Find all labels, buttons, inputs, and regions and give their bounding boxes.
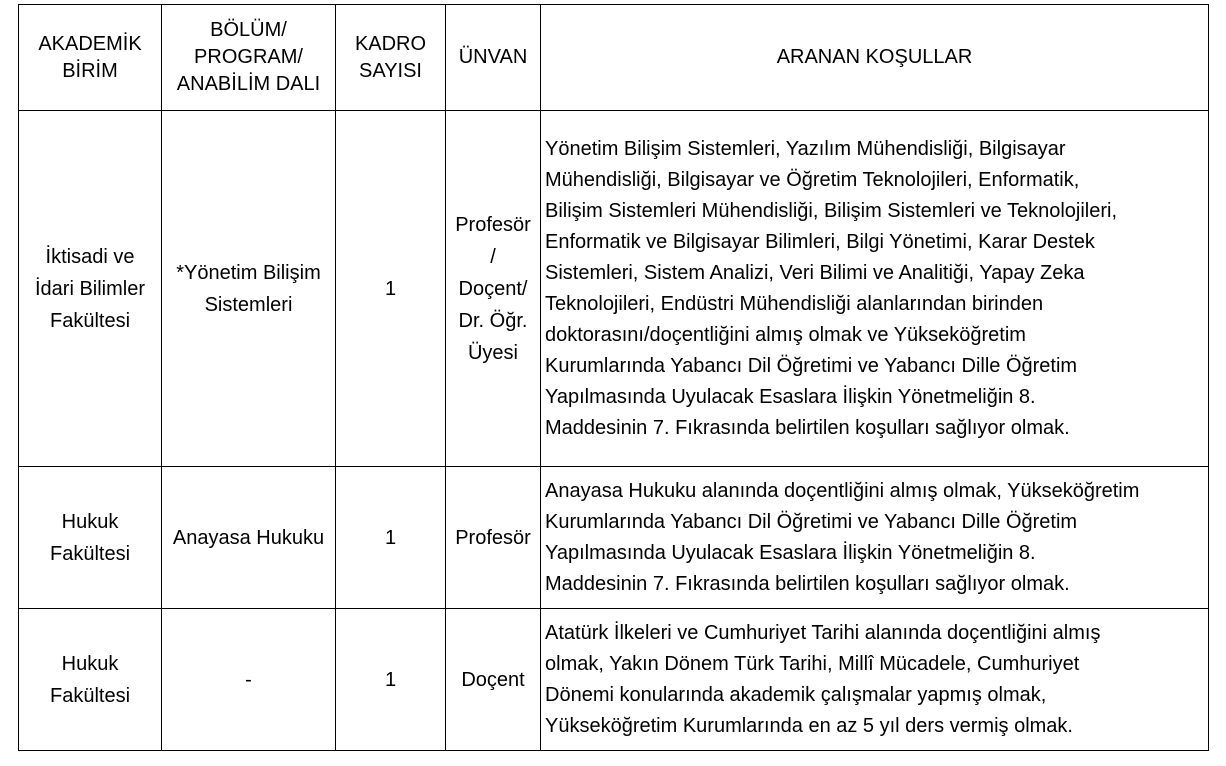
cell-bolum-program: *Yönetim Bilişim Sistemleri: [162, 111, 336, 467]
table-row: [19, 609, 1209, 751]
positions-table: [18, 4, 1209, 751]
cell-kadro-sayisi: 1: [336, 467, 446, 609]
cell-unvan: Profesör / Doçent/ Dr. Öğr. Üyesi: [446, 111, 541, 467]
cell-bolum-program: -: [162, 609, 336, 751]
header-akademik-birim: AKADEMİK BİRİM: [19, 5, 162, 111]
header-bolum-program: BÖLÜM/ PROGRAM/ ANABİLİM DALI: [162, 5, 336, 111]
cell-kadro-sayisi: 1: [336, 609, 446, 751]
cell-kadro-sayisi: 1: [336, 111, 446, 467]
cell-bolum-program: Anayasa Hukuku: [162, 467, 336, 609]
table-row: [19, 111, 1209, 467]
cell-akademik-birim: Hukuk Fakültesi: [19, 467, 162, 609]
cell-akademik-birim: İktisadi ve İdari Bilimler Fakültesi: [19, 111, 162, 467]
header-aranan-kosullar: ARANAN KOŞULLAR: [541, 5, 1209, 111]
header-kadro-sayisi: KADRO SAYISI: [336, 5, 446, 111]
header-unvan: ÜNVAN: [446, 5, 541, 111]
header-row: [19, 5, 1209, 111]
cell-unvan: Profesör: [446, 467, 541, 609]
cell-unvan: Doçent: [446, 609, 541, 751]
table-row: [19, 467, 1209, 609]
cell-aranan-kosullar: Atatürk İlkeleri ve Cumhuriyet Tarihi alanında doçentliğini almış olmak, Yakın Dönem Türk Tarihi, Millî Mücadele, Cumhuriyet Dönemi konularında akademik çalışmalar yapmış olmak, Yükseköğretim Kurumlarında en az 5 yıl ders vermiş olmak.: [541, 609, 1209, 751]
cell-aranan-kosullar: Yönetim Bilişim Sistemleri, Yazılım Mühendisliği, Bilgisayar Mühendisliği, Bilgisayar ve Öğretim Teknolojileri, Enformatik, Bilişim Sistemleri Mühendisliği, Bilişim Sistemleri ve Teknolojileri, Enformatik ve Bilgisayar Bilimleri, Bilgi Yönetimi, Karar Destek Sistemleri, Sistem Analizi, Veri Bilimi ve Analitiği, Yapay Zeka Teknolojileri, Endüstri Mühendisliği alanlarından birinden doktorasını/doçentliğini almış olmak ve Yükseköğretim Kurumlarında Yabancı Dil Öğretimi ve Yabancı Dille Öğretim Yapılmasında Uyulacak Esaslara İlişkin Yönetmeliğin 8. Maddesinin 7. Fıkrasında belirtilen koşulları sağlıyor olmak.: [541, 111, 1209, 467]
cell-akademik-birim: Hukuk Fakültesi: [19, 609, 162, 751]
cell-aranan-kosullar: Anayasa Hukuku alanında doçentliğini almış olmak, Yükseköğretim Kurumlarında Yabancı Dil Öğretimi ve Yabancı Dille Öğretim Yapılmasında Uyulacak Esaslara İlişkin Yönetmeliğin 8. Maddesinin 7. Fıkrasında belirtilen koşulları sağlıyor olmak.: [541, 467, 1209, 609]
